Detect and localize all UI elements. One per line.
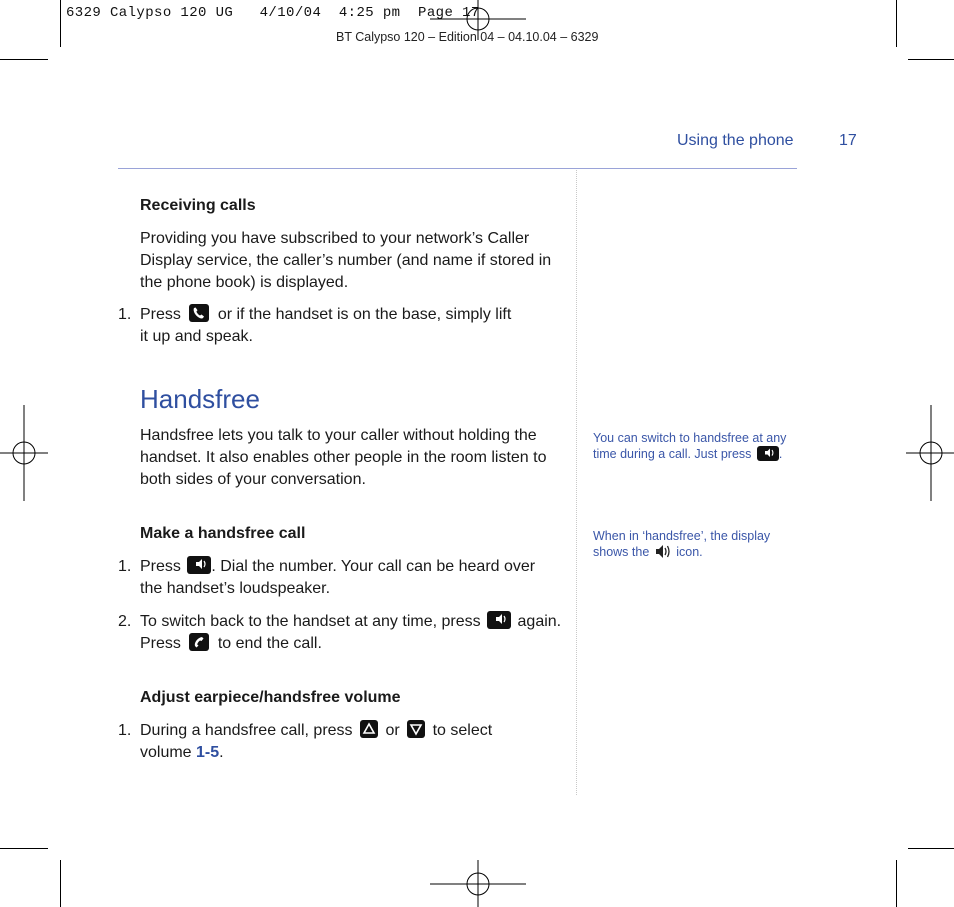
step-text: to end the call. [217,635,322,652]
print-slug: 6329 Calypso 120 UG 4/10/04 4:25 pm Page 17 [66,5,480,21]
note-text: You can switch to handsfree at any [593,431,787,445]
registration-mark-top [430,0,526,40]
step-text: Press [140,558,181,575]
registration-mark-bottom [430,860,526,907]
receiving-step-1 [140,304,560,348]
step-text: it up and speak. [140,328,253,345]
step-number: 1. [118,306,132,323]
step-number: 1. [118,558,132,575]
note-text: time during a call. Just press [593,447,752,461]
step-text: to select [432,722,493,739]
step-text: . [219,744,224,761]
handsfree-display-icon [655,544,671,563]
step-text: or [385,722,400,739]
make-call-step-2 [140,611,565,655]
end-call-key-icon [189,633,209,651]
note-text: When in ‘handsfree’, the display [593,529,771,543]
edition-line: BT Calypso 120 – Edition 04 – 04.10.04 – 6329 [336,30,599,44]
note-text: . [778,447,783,461]
step-text: . Dial the number. Your call can be heard over [211,558,536,575]
make-call-step-1 [140,556,560,600]
step-number: 1. [118,722,132,739]
note-text: icon. [676,545,703,559]
handsfree-intro: Handsfree lets you talk to your caller without holding the handset. It also enables other people in the room listen to both sides of your conversation. [140,427,547,488]
make-handsfree-call-heading: Make a handsfree call [140,525,306,542]
step-number: 2. [118,613,132,630]
step-text: volume [140,744,192,761]
handsfree-key-icon [487,611,511,629]
page-number: 17 [839,132,857,149]
sidenote-handsfree-switch [593,430,803,462]
handsfree-key-icon [187,556,211,574]
step-text: To switch back to the handset at any time, press [140,613,481,630]
note-text: shows the [593,545,650,559]
step-text: again. [517,613,562,630]
volume-range: 1-5 [196,744,220,761]
volume-step-1 [140,720,560,764]
registration-mark-left [0,405,48,501]
step-text: Press [140,635,181,652]
step-text: or if the handset is on the base, simply lift [217,306,512,323]
section-title: Using the phone [677,132,794,149]
column-divider [576,170,577,795]
volume-down-key-icon [407,720,425,738]
step-text: Press [140,306,181,323]
adjust-volume-heading: Adjust earpiece/handsfree volume [140,689,401,706]
receiving-calls-intro: Providing you have subscribed to your network’s Caller Display service, the caller’s number (and name if stored in the phone book) is displayed. [140,230,552,291]
step-text: During a handsfree call, press [140,722,353,739]
registration-mark-right [906,405,954,501]
talk-key-icon [189,304,209,322]
header-rule [118,168,797,169]
step-text: the handset’s loudspeaker. [140,580,331,597]
volume-up-key-icon [360,720,378,738]
receiving-calls-heading: Receiving calls [140,197,256,214]
handsfree-key-icon [757,446,779,461]
handsfree-title: Handsfree [140,384,260,414]
sidenote-display-icon [593,528,803,563]
